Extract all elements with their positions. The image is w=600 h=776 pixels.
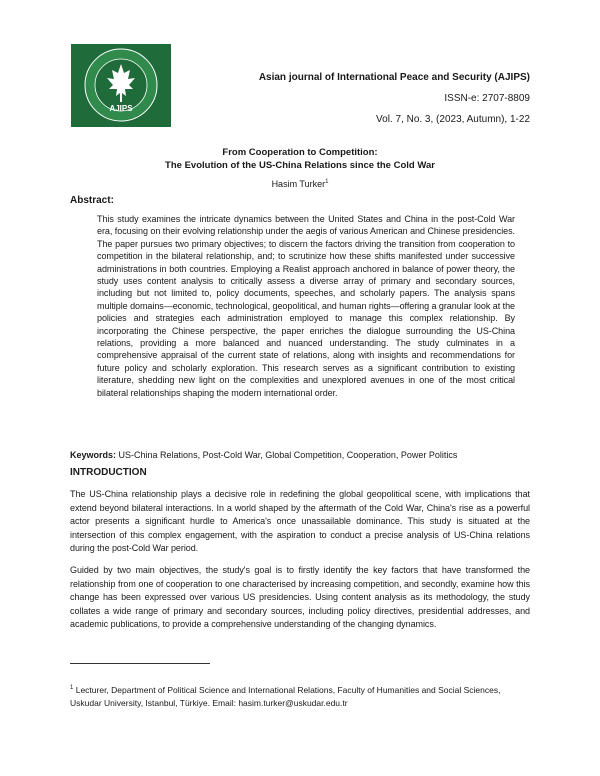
- introduction-paragraph-2: Guided by two main objectives, the study's goal is to firstly identify the key factors that have transformed the relationship from one of cooperation to one characterised by increasing competition, and secondly, examine how this change has been expressed over various US presidencies. Using content analysis as its methodology, the study collates a wide range of primary and secondary sources, including policy directives, presidential addresses, and academic publications, to provide a comprehensive understanding of the changing dynamics.: [70, 565, 530, 629]
- introduction-heading: INTRODUCTION: [70, 467, 147, 478]
- journal-logo: [71, 44, 171, 127]
- footnote-marker: 1: [70, 685, 74, 691]
- article-title-line-1: From Cooperation to Competition:: [222, 147, 378, 158]
- author-text: Hasim Turker: [271, 179, 326, 189]
- footnote: [70, 682, 530, 710]
- keywords-text: US-China Relations, Post-Cold War, Global Competition, Cooperation, Power Politics: [118, 450, 458, 460]
- footnote-divider: [70, 663, 210, 664]
- author-name: [0, 176, 600, 190]
- journal-volume: Vol. 7, No. 3, (2023, Autumn), 1-22: [376, 114, 530, 125]
- keywords: [70, 449, 540, 461]
- maple-leaf-seal-icon: [71, 44, 171, 127]
- article-title-block: [0, 146, 600, 190]
- abstract-heading: Abstract:: [70, 195, 114, 206]
- journal-header: [259, 71, 530, 127]
- introduction-paragraph-1: The US-China relationship plays a decisive role in redefining the global geopolitical scene, with implications that extend beyond bilateral interactions. In a world shaped by the aftermath of the Cold War, China's rise as a powerful actor presents a significant hurdle to America's once unassailable dominance. This study is situated at the intersection of this complex engagement, with the aspiration to conduct a precise analysis of US-China relations during the post-Cold War period.: [70, 489, 530, 553]
- article-title-line-2: The Evolution of the US-China Relations since the Cold War: [165, 160, 435, 171]
- journal-issn: ISSN-e: 2707-8809: [444, 93, 530, 104]
- abstract-body: This study examines the intricate dynamics between the United States and China in the post-Cold War era, focusing on their evolving relationship under the aegis of various American and Chinese presidencies. The paper pursues two primary objectives; to discern the factors driving the transition from cooperation to competition in the bilateral relationship, and; to scrutinize how these shifts manifested under successive administrations in both countries. Employing a Realist approach anchored in balance of power theory, the study uses content analysis to critically assess a diverse array of primary and secondary sources, including but not limited to, policy documents, speeches, and scholarly papers. The analysis spans multiple domains—economic, technological, geopolitical, and human rights—offering a granular look at the policies and strategies each administration employed to manage this complex relationship. By incorporating the Chinese perspective, the paper enriches the dialogue surrounding the US-China relations, providing a more balanced and nuanced understanding. The study culminates in a comprehensive appraisal of the current state of relations, along with insights and recommendations for future policy and scholarly exploration. This research serves as a significant contribution to existing literature, shedding new light on the complexities and unexplored avenues in one of the most critical bilateral relationships shaping the modern international order.: [97, 214, 515, 398]
- logo-label: AJIPS: [109, 104, 133, 113]
- author-footnote-marker: 1: [325, 179, 329, 185]
- keywords-label: Keywords:: [70, 450, 117, 460]
- footnote-text: Lecturer, Department of Political Science and International Relations, Faculty of Humanities and Social Sciences, Uskudar University, Istanbul, Türkiye. Email: hasim.turker@uskudar.edu.tr: [70, 684, 501, 708]
- journal-title: Asian journal of International Peace and Security (AJIPS): [258, 72, 530, 83]
